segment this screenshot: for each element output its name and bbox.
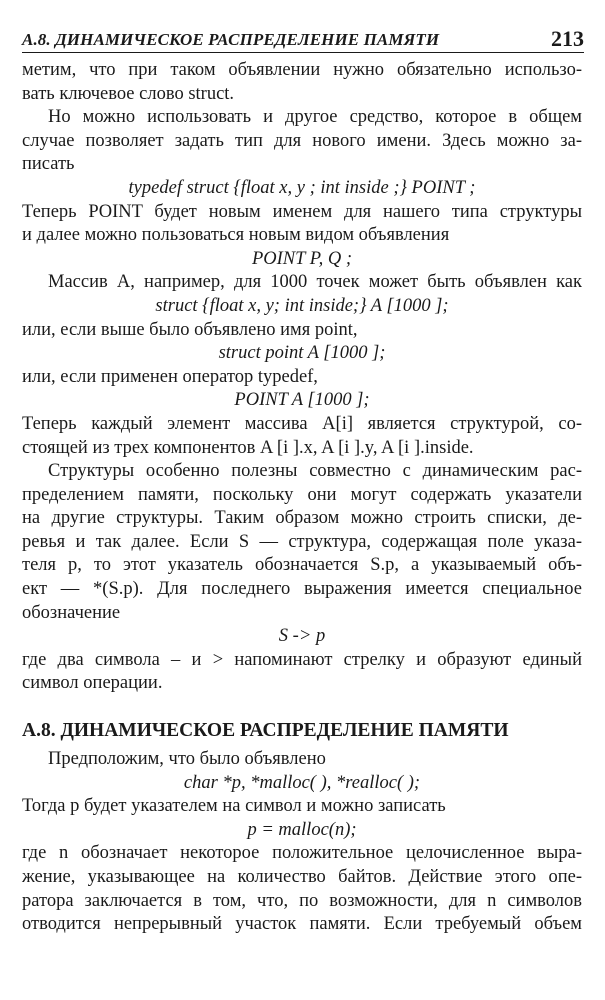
- text-line: Но можно использовать и другое средство, которое в общем: [48, 107, 582, 128]
- formula-line: POINT P, Q ;: [251, 248, 353, 269]
- text-line: метим, что при таком объявлении нужно обязательно использо-: [22, 60, 582, 80]
- text-line: ратора заключается в том, что, по возможности, для n символов: [22, 890, 582, 911]
- running-title: А.8. ДИНАМИЧЕСКОЕ РАСПРЕДЕЛЕНИЕ ПАМЯТИ: [22, 30, 440, 49]
- text-line: Предположим, что было объявлено: [48, 749, 326, 770]
- text-line: Тогда p будет указателем на символ и можно записать: [22, 796, 446, 817]
- text-line: или, если выше было объявлено имя point,: [22, 319, 358, 340]
- header-rule: [22, 52, 584, 53]
- formula-line: typedef struct {float x, y ; int inside ;} POINT ;: [128, 177, 476, 198]
- text-line: где два символа – и > напоминают стрелку и образуют единый: [22, 649, 582, 670]
- text-line: Теперь POINT будет новым именем для нашего типа структуры: [22, 201, 582, 222]
- text-line: вать ключевое слово struct.: [22, 83, 235, 104]
- text-line: теля p, то этот указатель обозначается S.p, а указываемый объ-: [22, 555, 582, 576]
- text-line: Теперь каждый элемент массива A[i] является структурой, со-: [22, 413, 582, 434]
- text-line: случае позволяет задать тип для нового имени. Здесь можно за-: [22, 130, 582, 151]
- formula-line: char *p, *malloc( ), *realloc( );: [183, 772, 421, 793]
- text-line: стоящей из трех компонентов A [i ].x, A [i ].y, A [i ].inside.: [22, 437, 474, 458]
- text-line: писать: [22, 154, 75, 175]
- formula-line: struct {float x, y; int inside;} A [1000 ];: [155, 295, 449, 316]
- running-header: [22, 26, 584, 52]
- text-line: где n обозначает некоторое положительное целочисленное выра-: [22, 843, 582, 864]
- body-text: [22, 59, 582, 937]
- section-gap: [22, 696, 582, 704]
- formula-line: POINT A [1000 ];: [234, 390, 370, 411]
- text-line: на другие структуры. Таким образом можно строить списки, де-: [22, 508, 582, 529]
- text-line: и далее можно пользоваться новым видом объявления: [22, 225, 450, 246]
- page-number: 213: [551, 26, 584, 51]
- formula-line: struct point A [1000 ];: [218, 343, 386, 364]
- section-heading: А.8. ДИНАМИЧЕСКОЕ РАСПРЕДЕЛЕНИЕ ПАМЯТИ: [22, 720, 509, 742]
- text-line: или, если применен оператор typedef,: [22, 366, 318, 387]
- text-line: символ операции.: [22, 673, 163, 694]
- text-line: Структуры особенно полезны совместно с динамическим рас-: [48, 461, 582, 482]
- formula-line: S -> p: [278, 626, 326, 647]
- text-line: ревья и так далее. Если S — структура, содержащая поле указа-: [22, 531, 582, 552]
- text-line: ект — *(S.p). Для последнего выражения имеется специальное: [22, 579, 582, 600]
- text-line: пределением памяти, поскольку они могут содержать указатели: [22, 484, 582, 505]
- text-line: Массив A, например, для 1000 точек может быть объявлен как: [48, 272, 582, 293]
- formula-line: p = malloc(n);: [247, 819, 357, 840]
- text-line: обозначение: [22, 602, 121, 623]
- text-line: отводится непрерывный участок памяти. Если требуемый объем: [22, 914, 582, 935]
- text-line: жение, указывающее на количество байтов. Действие этого опе-: [22, 867, 582, 887]
